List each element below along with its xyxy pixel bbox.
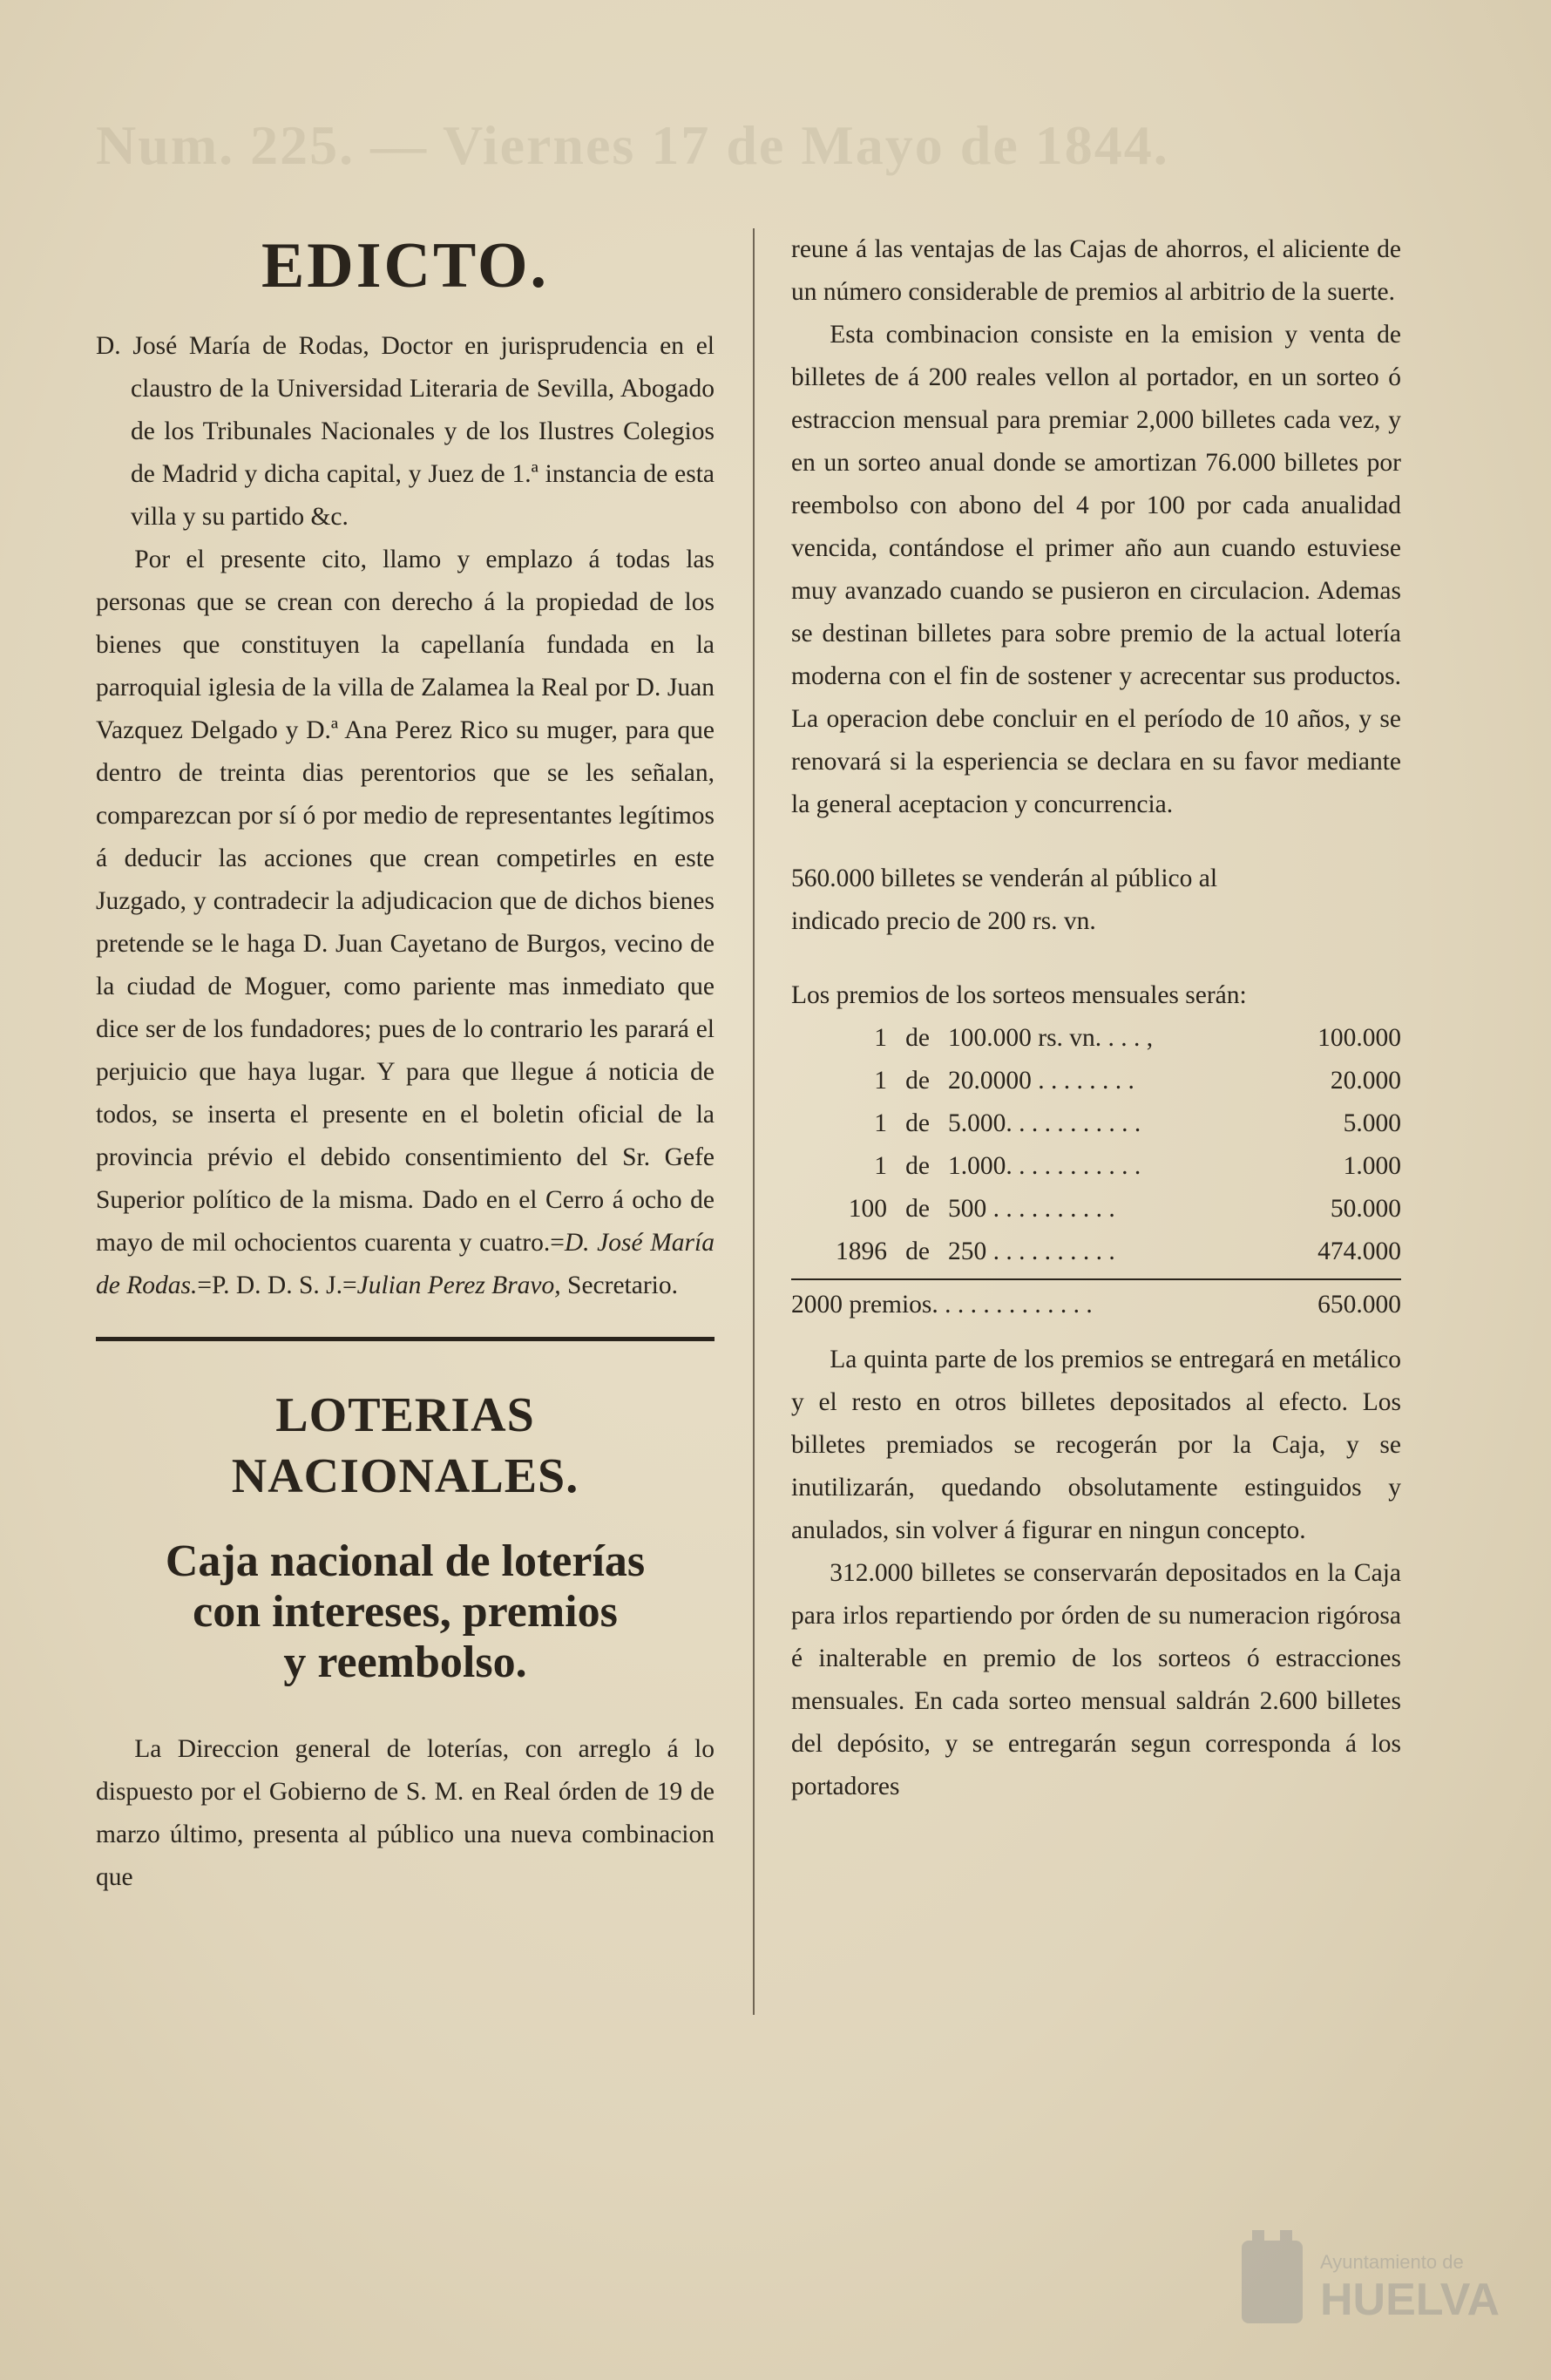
caja-subtitle-line-2: con intereses, premios (193, 1587, 618, 1637)
prize-table (791, 1017, 1401, 1326)
caja-subtitle-line-3: y reembolso. (283, 1638, 527, 1687)
archive-watermark-seal (1224, 2214, 1503, 2345)
caja-subtitle (96, 1536, 715, 1688)
prize-de: de (905, 1237, 930, 1265)
combination-paragraph: Esta combinacion consiste en la emision y venta de billetes de á 200 reales vellon al portador, en un sorteo ó estraccion mensual para premiar 2,000 billetes cada vez, y en un sorteo anual donde se amortizan 76.000 billetes por reembolso con abono del 4 por 100 por cada anualidad vencida, contándose el primer año aun cuando estuviese muy avanzado cuando se pusieron en circulacion. Ademas se destinan billetes para sobre premio de la actual lotería moderna con el fin de sostener y acrecentar sus productos. La operacion debe concluir en el período de 10 años, y se renovará si la esperiencia se declara en su favor mediante la general aceptacion y concurrencia. (791, 321, 1401, 818)
deposit-paragraph: 312.000 billetes se conservarán depositados en la Caja para irlos repartiendo por órden de su numeracion rigórosa é inalterable en premio de los sorteos ó estracciones mensuales. En cada sorteo mensual saldrán 2.600 billetes del depósito, y se entregarán segun corresponda á los portadores (791, 1559, 1401, 1800)
edicto-signature-separator: =P. D. D. S. J.= (197, 1271, 357, 1299)
prize-amount: 250 . . . . . . . . . . (948, 1237, 1115, 1265)
edicto-preamble: D. José María de Rodas, Doctor en jurisprudencia en el claustro de la Universidad Literaria de Sevilla, Abogado de los Tribunales Nacionales y de los Ilustres Colegios de Madrid y dicha capital, y Juez de 1.ª instancia de esta villa y su partido &c. (96, 332, 715, 531)
prize-amount: 20.0000 . . . . . . . . (948, 1067, 1134, 1095)
prize-total: 1.000 (1343, 1152, 1401, 1180)
bleed-through-header: Num. 225. — Viernes 17 de Mayo de 1844. (96, 114, 1169, 176)
prize-amount: 500 . . . . . . . . . . (948, 1195, 1115, 1223)
prize-total: 474.000 (1317, 1237, 1401, 1265)
right-column (791, 228, 1401, 1808)
sale-line-2: indicado precio de 200 rs. vn. (791, 907, 1096, 935)
sale-line-1: 560.000 billetes se venderán al público al (791, 865, 1218, 892)
watermark-line-1: Ayuntamiento de (1320, 2251, 1464, 2273)
prize-de: de (905, 1152, 930, 1180)
prize-row (791, 1017, 1401, 1060)
prize-total-row (791, 1284, 1401, 1326)
total-rule (791, 1278, 1401, 1280)
continuation-paragraph: reune á las ventajas de las Cajas de ahorros, el aliciente de un número considerable de premios al arbitrio de la suerte. (791, 235, 1401, 306)
edicto-secretary-role: Secretario. (560, 1271, 678, 1299)
prize-de: de (905, 1195, 930, 1223)
edicto-signature-judge: D. José María de Rodas. (96, 1229, 715, 1299)
total-value: 650.000 (1317, 1291, 1401, 1319)
prizes-heading: Los premios de los sorteos mensuales serán: (791, 981, 1247, 1009)
prize-de: de (905, 1024, 930, 1052)
prize-total: 20.000 (1330, 1067, 1401, 1095)
prize-de: de (905, 1067, 930, 1095)
edicto-signature-secretary: Julian Perez Bravo, (356, 1271, 561, 1299)
section-divider (96, 1337, 715, 1341)
prize-amount: 1.000. . . . . . . . . . . (948, 1152, 1141, 1180)
loterias-intro: La Direccion general de loterías, con arreglo á lo dispuesto por el Gobierno de S. M. en Real órden de 19 de marzo último, presenta al público una nueva combinacion que (96, 1735, 715, 1891)
prize-row (791, 1188, 1401, 1231)
prize-row (791, 1145, 1401, 1188)
edicto-body-text: Por el presente cito, llamo y emplazo á todas las personas que se crean con derecho á la propiedad de los bienes que constituyen la capellanía fundada en la parroquial iglesia de la villa de Zalamea la Real por D. Juan Vazquez Delgado y D.ª Ana Perez Rico su muger, para que dentro de treinta dias perentorios que se les señalan, comparezcan por sí ó por medio de representantes legítimos á deducir las acciones que crean competirles en este Juzgado, y contradecir la adjudicacion que de dichos bienes pretende se le haga D. Juan Cayetano de Burgos, vecino de la ciudad de Moguer, como pariente mas inmediato que dice ser de los fundadores; pues de lo contrario les parará el perjuicio que haya lugar. Y para que llegue á noticia de todos, se inserta el presente en el boletin oficial de la provincia prévio el debido consentimiento del Sr. Gefe Superior político de la misma. Dado en el Cerro á ocho de mayo de mil ochocientos cuarenta y cuatro.= (96, 546, 715, 1257)
prize-amount: 5.000. . . . . . . . . . . (948, 1109, 1141, 1137)
prize-total: 50.000 (1330, 1195, 1401, 1223)
prize-amount: 100.000 rs. vn. . . . , (948, 1024, 1154, 1052)
prize-qty: 1 (874, 1024, 887, 1052)
prize-row (791, 1102, 1401, 1145)
crest-icon (1242, 2230, 1303, 2323)
prize-total: 100.000 (1317, 1024, 1401, 1052)
prize-delivery-paragraph: La quinta parte de los premios se entregará en metálico y el resto en otros billetes depositados al efecto. Los billetes premiados se recogerán por la Caja, y se inutilizarán, quedando obsolutamente estinguidos y anulados, sin volver á figurar en ningun concepto. (791, 1346, 1401, 1544)
prize-qty: 1 (874, 1152, 887, 1180)
left-column (96, 222, 715, 1899)
loterias-title: LOTERIAS NACIONALES. (231, 1388, 579, 1503)
watermark-line-2: HUELVA (1320, 2275, 1500, 2325)
prize-de: de (905, 1109, 930, 1137)
total-label: 2000 premios. . . . . . . . . . . . . (791, 1291, 1093, 1319)
prize-row (791, 1231, 1401, 1273)
edicto-body (96, 539, 715, 1307)
prize-qty: 100 (848, 1195, 887, 1223)
prize-qty: 1 (874, 1109, 887, 1137)
prize-qty: 1896 (836, 1237, 887, 1265)
prize-qty: 1 (874, 1067, 887, 1095)
prize-row (791, 1060, 1401, 1102)
caja-subtitle-line-1: Caja nacional de loterías (165, 1536, 646, 1586)
column-divider (753, 228, 755, 2015)
edicto-title: EDICTO. (261, 230, 550, 302)
prize-total: 5.000 (1343, 1109, 1401, 1137)
